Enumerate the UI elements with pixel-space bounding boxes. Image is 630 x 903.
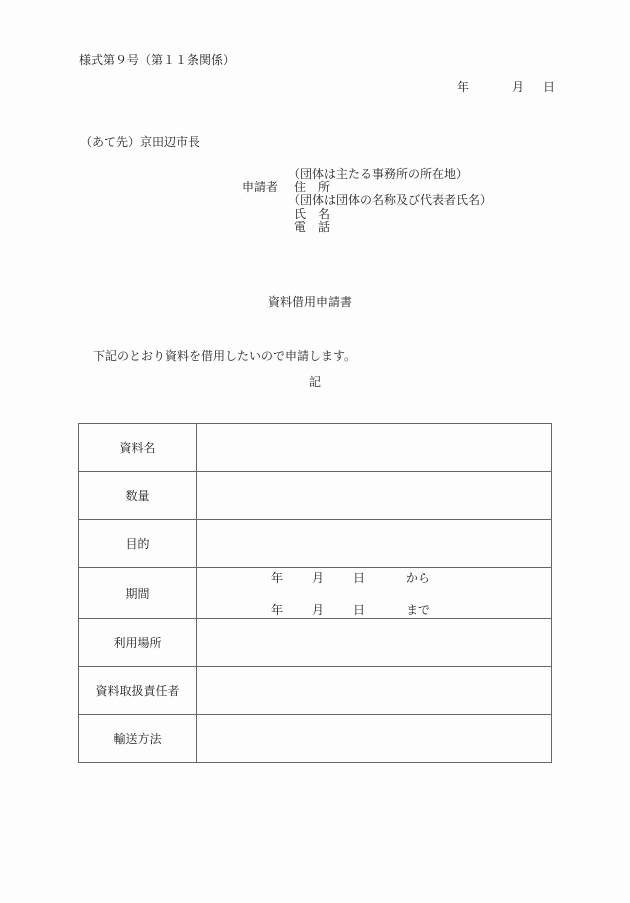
row-label: 数量 [79,472,197,520]
quantity-field[interactable] [197,472,552,520]
phone-label: 電 話 [294,220,331,234]
date-month: 月 [512,80,525,94]
table-row [79,667,552,715]
address-note: （団体は主たる事務所の所在地） [288,167,469,181]
address-label: 住 所 [294,180,331,194]
date-day: 日 [543,80,556,94]
name-label: 氏 名 [294,207,331,221]
period-to: 年 月 日 まで [271,603,431,617]
table-row [79,472,552,520]
body-text: 下記のとおり資料を借用したいので申請します。 [93,349,357,363]
ki-label: 記 [309,375,322,389]
row-label: 資料名 [79,424,197,472]
name-note: （団体は団体の名称及び代表者氏名） [288,193,493,207]
row-label: 資料取扱責任者 [79,667,197,715]
application-table [78,423,552,763]
transport-method-field[interactable] [197,715,552,763]
form-number: 様式第９号（第１１条関係） [79,53,236,67]
table-row [79,619,552,667]
row-label: 目的 [79,520,197,568]
date-year: 年 [457,80,470,94]
table-row [79,568,552,619]
table-row [79,520,552,568]
applicant-label: 申請者 [242,180,279,194]
row-label: 利用場所 [79,619,197,667]
table-row [79,715,552,763]
row-label: 期間 [79,568,197,619]
material-name-field[interactable] [197,424,552,472]
period-from: 年 月 日 から [271,571,431,585]
row-label: 輸送方法 [79,715,197,763]
usage-location-field[interactable] [197,619,552,667]
purpose-field[interactable] [197,520,552,568]
table-row [79,424,552,472]
addressee: （あて先）京田辺市長 [80,135,201,149]
date-line [457,80,555,94]
responsible-person-field[interactable] [197,667,552,715]
period-field[interactable] [197,568,552,619]
document-title: 資料借用申請書 [268,295,353,309]
